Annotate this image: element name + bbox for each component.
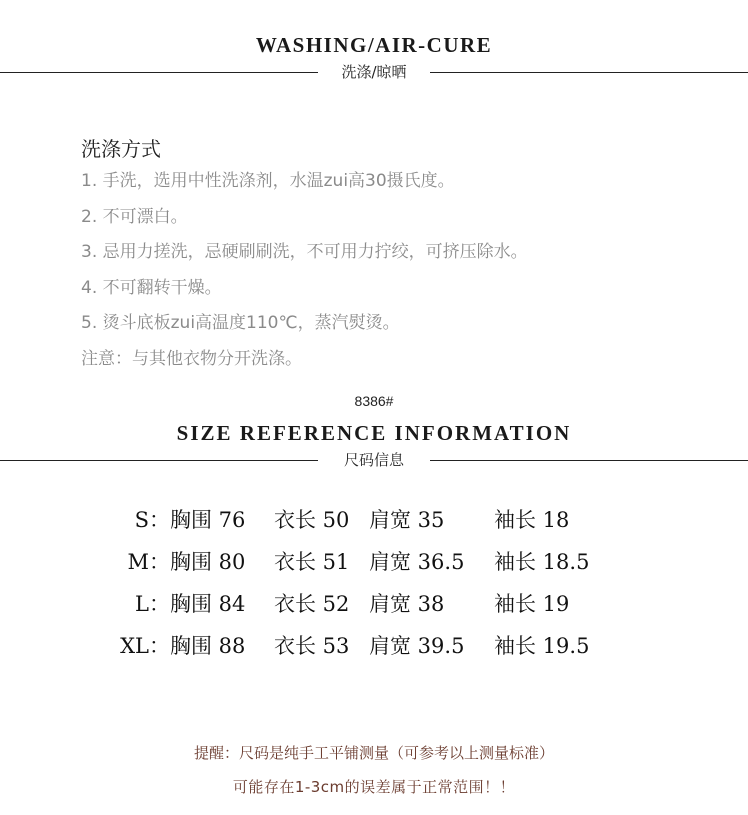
sleeve-value: 袖长 18.5 (494, 550, 590, 574)
size-label: L： (135, 592, 170, 616)
washing-instruction: 1. 手洗，选用中性洗涤剂，水温zui高30摄氏度。 (81, 171, 455, 191)
length-value: 衣长 51 (274, 550, 350, 574)
shoulder-value: 肩宽 35 (369, 508, 445, 532)
sleeve-value: 袖长 18 (494, 508, 570, 532)
divider-line-right (430, 460, 748, 461)
length-value: 衣长 50 (274, 508, 350, 532)
size-row-m (118, 540, 614, 582)
length-value: 衣长 52 (274, 592, 350, 616)
length-value: 衣长 53 (274, 634, 350, 658)
washing-instruction: 2. 不可漂白。 (81, 206, 188, 227)
size-row-s (118, 498, 614, 540)
sleeve-value: 袖长 19 (494, 592, 570, 616)
sleeve-value: 袖长 19.5 (494, 634, 590, 658)
chest-value: 胸围 80 (170, 550, 246, 574)
chest-value: 胸围 76 (170, 508, 246, 532)
size-label: S： (134, 508, 170, 532)
chest-value: 胸围 84 (170, 592, 246, 616)
washing-section-title: WASHING/AIR-CURE (255, 33, 493, 57)
size-section-title: SIZE REFERENCE INFORMATION (176, 421, 572, 445)
size-row-xl (118, 624, 614, 666)
washing-note: 注意：与其他衣物分开洗涤。 (81, 348, 302, 369)
size-divider (0, 450, 748, 470)
error-range-note: 可能存在1-3cm的误差属于正常范围！！ (232, 778, 516, 796)
washing-instructions-list (81, 168, 528, 381)
washing-divider (0, 62, 748, 82)
size-row-l (118, 582, 614, 624)
washing-method-heading: 洗涤方式 (81, 137, 161, 161)
washing-instruction: 4. 不可翻转干燥。 (81, 277, 222, 298)
size-label: XL： (120, 634, 170, 658)
size-table (118, 498, 614, 666)
chest-value: 胸围 88 (170, 634, 246, 658)
shoulder-value: 肩宽 39.5 (369, 634, 465, 658)
divider-line-right (430, 72, 748, 73)
size-label: M： (127, 550, 170, 574)
measurement-reminder: 提醒：尺码是纯手工平铺测量（可参考以上测量标准） (193, 744, 554, 762)
washing-subtitle: 洗涤/晾晒 (341, 63, 407, 81)
shoulder-value: 肩宽 38 (369, 592, 445, 616)
shoulder-value: 肩宽 36.5 (369, 550, 465, 574)
product-code: 8386# (354, 393, 394, 409)
size-subtitle: 尺码信息 (343, 451, 404, 469)
washing-instruction: 3. 忌用力搓洗，忌硬刷刷洗，不可用力拧绞，可挤压除水。 (81, 242, 528, 262)
washing-instruction: 5. 烫斗底板zui高温度110℃，蒸汽熨烫。 (81, 313, 400, 333)
